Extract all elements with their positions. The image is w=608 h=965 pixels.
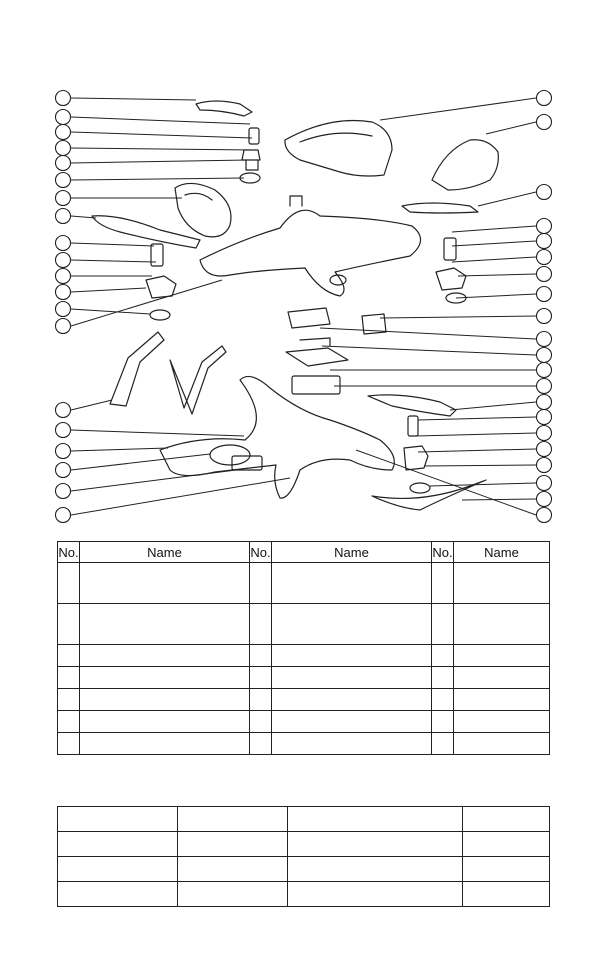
callout-circle — [56, 141, 71, 156]
table-row — [58, 604, 550, 645]
table-row — [58, 733, 550, 755]
battery-icon — [292, 376, 340, 394]
leader-line — [71, 430, 244, 436]
leader-line — [430, 483, 536, 486]
motor-mount-icon — [436, 268, 466, 290]
callout-circle — [537, 379, 552, 394]
propeller-blade-icon — [368, 395, 456, 416]
table-row — [58, 711, 550, 733]
table-row — [58, 667, 550, 689]
part-number-cell — [250, 645, 272, 667]
part-name-cell — [80, 711, 250, 733]
callout-circle — [56, 403, 71, 418]
propeller-guard-icon — [285, 120, 392, 176]
part-number-cell — [250, 604, 272, 645]
column-header: No. — [58, 542, 80, 563]
callout-circle — [56, 319, 71, 334]
callout-circle — [537, 508, 552, 523]
leader-line — [71, 280, 222, 326]
part-number-cell — [432, 645, 454, 667]
part-number-cell — [432, 604, 454, 645]
leader-line — [71, 243, 154, 246]
leader-line — [486, 122, 536, 134]
callout-markers — [56, 91, 552, 523]
column-header: No. — [250, 542, 272, 563]
motor-icon — [249, 128, 259, 144]
spec-cell — [58, 832, 178, 857]
propeller-blade-icon — [92, 216, 200, 248]
leader-line — [356, 450, 536, 515]
part-number-cell — [250, 711, 272, 733]
propeller-blade-icon — [402, 203, 478, 213]
propeller-guard-icon — [432, 140, 498, 190]
callout-circle — [537, 115, 552, 130]
callout-circle — [537, 492, 552, 507]
part-number-cell — [58, 733, 80, 755]
leader-line — [452, 257, 536, 262]
callout-circle — [56, 253, 71, 268]
callout-circle — [537, 476, 552, 491]
upper-body-shell-icon — [200, 210, 421, 296]
leader-line — [424, 465, 536, 466]
leader-line — [71, 288, 146, 292]
callout-circle — [56, 156, 71, 171]
callout-circle — [56, 269, 71, 284]
column-header: Name — [80, 542, 250, 563]
part-name-cell — [454, 563, 550, 604]
callout-circle — [537, 348, 552, 363]
part-name-cell — [272, 563, 432, 604]
column-header: Name — [272, 542, 432, 563]
gear-icon — [410, 483, 430, 493]
part-number-cell — [432, 711, 454, 733]
leader-line — [380, 98, 536, 120]
spec-table — [57, 806, 550, 907]
leader-line — [71, 454, 210, 470]
callout-circle — [537, 309, 552, 324]
table-row — [58, 882, 550, 907]
motor-icon — [408, 416, 418, 436]
callout-circle — [537, 426, 552, 441]
leader-line — [71, 98, 196, 100]
spec-cell — [288, 807, 463, 832]
motor-mount-icon — [146, 276, 176, 298]
part-number-cell — [58, 711, 80, 733]
part-name-cell — [272, 667, 432, 689]
spec-cell — [178, 807, 288, 832]
leader-line — [71, 470, 236, 491]
part-number-cell — [250, 667, 272, 689]
part-number-cell — [58, 604, 80, 645]
part-name-cell — [454, 667, 550, 689]
spec-cell — [288, 857, 463, 882]
callout-circle — [537, 267, 552, 282]
part-number-cell — [432, 689, 454, 711]
motor-icon — [444, 238, 456, 260]
callout-circle — [537, 234, 552, 249]
leader-line — [71, 148, 252, 150]
parts-list-table — [57, 541, 550, 755]
table-row — [58, 563, 550, 604]
leader-line — [458, 274, 536, 276]
callout-circle — [56, 508, 71, 523]
part-number-cell — [432, 563, 454, 604]
spec-cell — [58, 857, 178, 882]
part-name-cell — [80, 689, 250, 711]
part-number-cell — [250, 563, 272, 604]
leader-line — [456, 294, 536, 298]
callout-circle — [537, 363, 552, 378]
spec-cell — [463, 882, 550, 907]
callout-circle — [537, 395, 552, 410]
callout-circle — [537, 219, 552, 234]
callout-circle — [537, 250, 552, 265]
leader-line — [462, 499, 536, 500]
leader-line — [478, 192, 536, 206]
callout-circle — [537, 442, 552, 457]
part-number-cell — [58, 667, 80, 689]
spec-cell — [58, 882, 178, 907]
leader-line — [418, 417, 536, 420]
spec-cell — [58, 807, 178, 832]
part-name-cell — [454, 645, 550, 667]
callout-circle — [56, 285, 71, 300]
spec-cell — [288, 832, 463, 857]
callout-circle — [56, 209, 71, 224]
spec-cell — [288, 882, 463, 907]
leader-line — [71, 478, 290, 515]
leader-line — [450, 402, 536, 410]
motor-icon — [151, 244, 163, 266]
part-name-cell — [80, 733, 250, 755]
callout-circle — [56, 444, 71, 459]
leader-line — [71, 132, 252, 138]
spec-cell — [178, 857, 288, 882]
table-header-row — [58, 542, 550, 563]
table-row — [58, 645, 550, 667]
part-number-cell — [250, 689, 272, 711]
callout-circle — [56, 110, 71, 125]
leader-line — [71, 309, 150, 314]
column-header: Name — [454, 542, 550, 563]
callout-circle — [56, 236, 71, 251]
propeller-guard-icon — [175, 183, 231, 236]
callout-circle — [56, 191, 71, 206]
leader-line — [71, 400, 112, 410]
part-name-cell — [454, 733, 550, 755]
leader-line — [71, 160, 248, 163]
callout-circle — [56, 91, 71, 106]
battery-bay-icon — [286, 338, 348, 366]
callout-circle — [56, 463, 71, 478]
part-number-cell — [432, 733, 454, 755]
leader-line — [71, 448, 168, 451]
part-name-cell — [272, 645, 432, 667]
part-name-cell — [272, 604, 432, 645]
table-row — [58, 807, 550, 832]
leader-line — [452, 226, 536, 232]
leader-line — [416, 433, 536, 436]
part-number-cell — [432, 667, 454, 689]
callout-circle — [56, 302, 71, 317]
part-name-cell — [272, 689, 432, 711]
part-number-cell — [58, 689, 80, 711]
leader-line — [418, 449, 536, 452]
part-number-cell — [58, 563, 80, 604]
leader-line — [320, 328, 536, 339]
spec-cell — [463, 857, 550, 882]
circuit-board-icon — [288, 308, 330, 328]
spec-cell — [178, 832, 288, 857]
part-name-cell — [272, 733, 432, 755]
part-name-cell — [272, 711, 432, 733]
leader-line — [71, 260, 156, 262]
table-row — [58, 832, 550, 857]
leader-line — [452, 241, 536, 246]
part-name-cell — [80, 667, 250, 689]
part-number-cell — [58, 645, 80, 667]
part-name-cell — [80, 604, 250, 645]
callout-circle — [56, 484, 71, 499]
part-number-cell — [250, 733, 272, 755]
callout-circle — [56, 173, 71, 188]
table-row — [58, 857, 550, 882]
spec-cell — [463, 832, 550, 857]
callout-circle — [56, 125, 71, 140]
spec-cell — [463, 807, 550, 832]
part-name-cell — [454, 711, 550, 733]
leader-line — [380, 316, 536, 318]
leader-line — [322, 346, 536, 355]
leader-line — [71, 178, 244, 180]
callout-circle — [537, 91, 552, 106]
callout-circle — [537, 458, 552, 473]
landing-gear-icon — [110, 332, 226, 414]
column-header: No. — [432, 542, 454, 563]
table-row — [58, 689, 550, 711]
gear-icon — [150, 310, 170, 320]
leader-line — [71, 117, 250, 124]
part-name-cell — [80, 563, 250, 604]
callout-circle — [537, 185, 552, 200]
callout-circle — [537, 410, 552, 425]
part-name-cell — [80, 645, 250, 667]
callout-circle — [537, 287, 552, 302]
part-name-cell — [454, 604, 550, 645]
spec-cell — [178, 882, 288, 907]
propeller-blade-icon — [196, 101, 252, 116]
callout-circle — [56, 423, 71, 438]
callout-circle — [537, 332, 552, 347]
part-name-cell — [454, 689, 550, 711]
